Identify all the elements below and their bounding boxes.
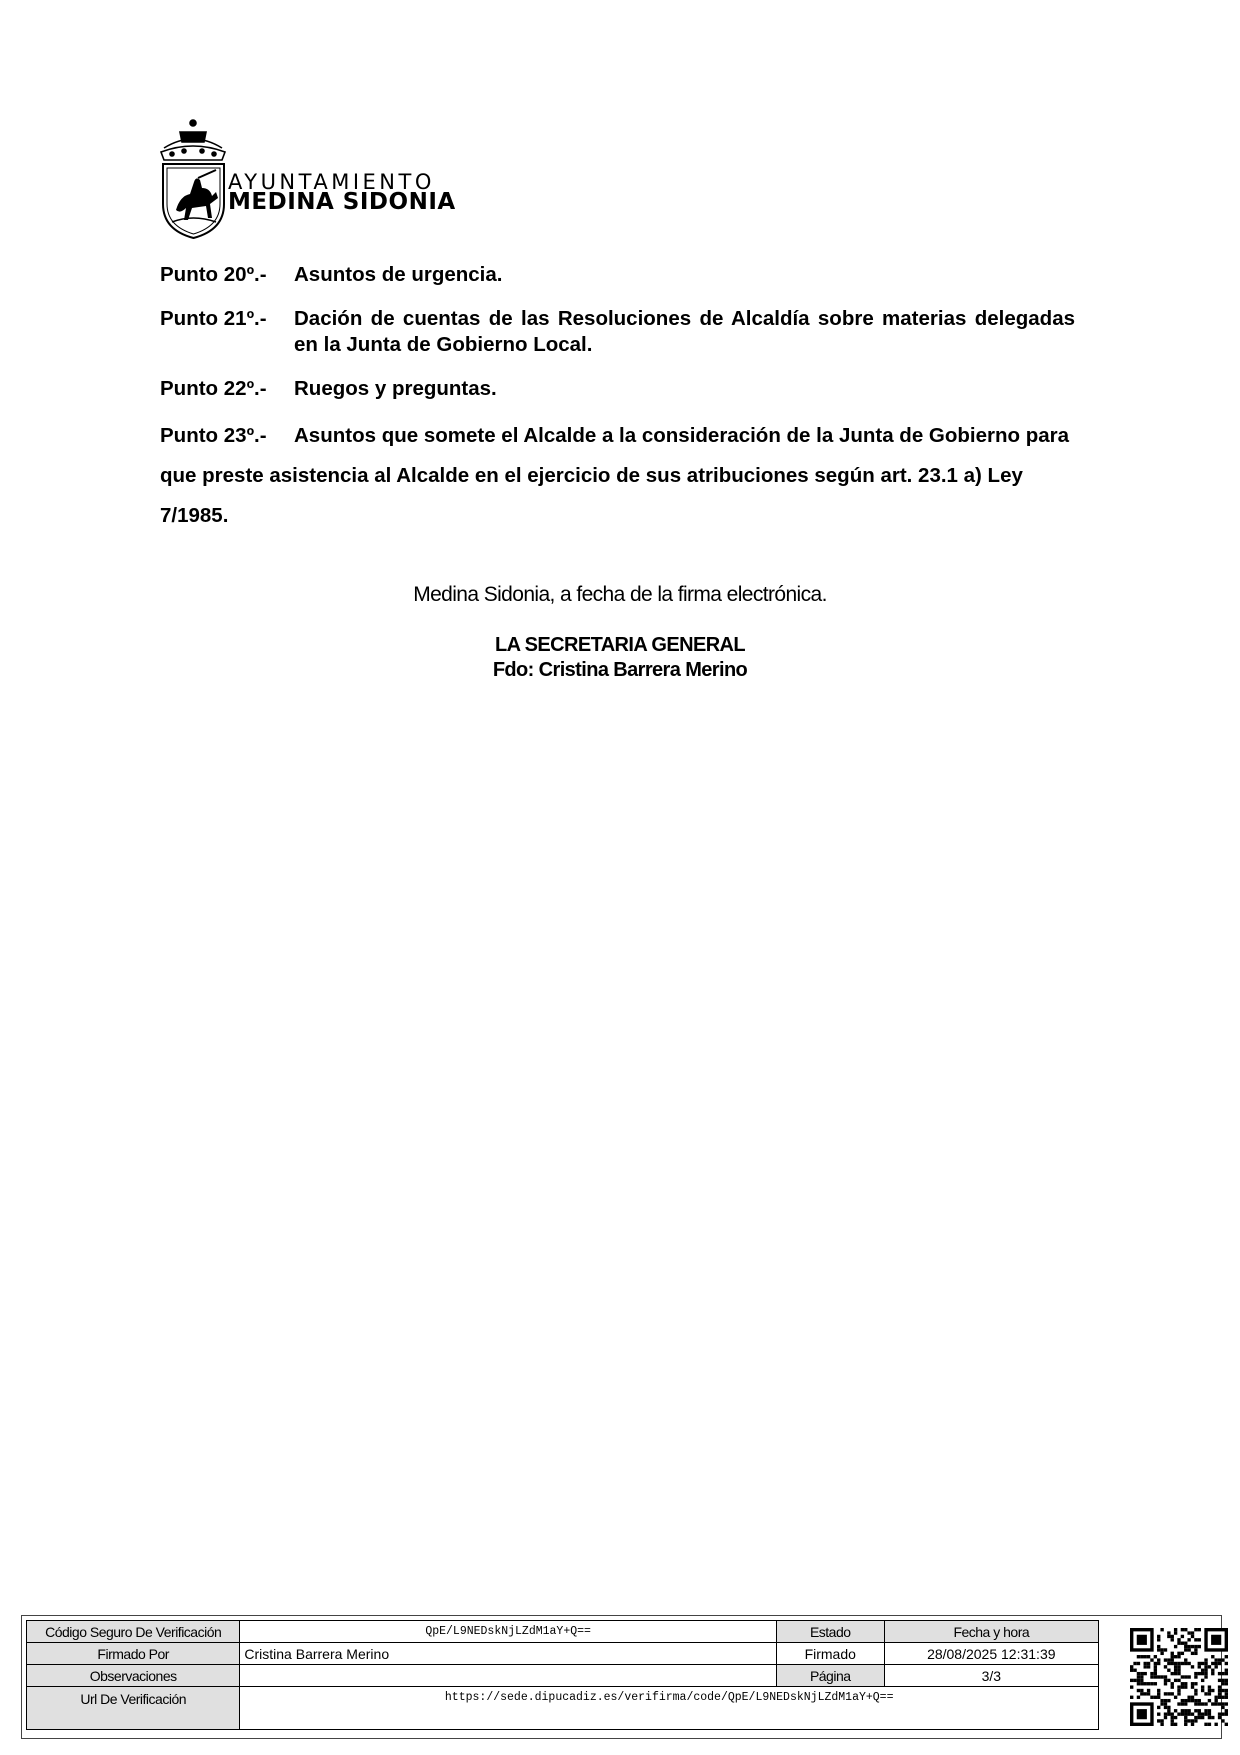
signer-role: LA SECRETARIA GENERAL [495,634,745,656]
page-label: Página [776,1665,884,1687]
agenda-item [160,416,1075,536]
url-label: Url De Verificación [27,1687,240,1730]
place-date-line: Medina Sidonia, a fecha de la firma electrónica. [413,583,827,606]
agenda-list [160,262,1075,554]
qr-code-icon [1130,1626,1228,1728]
datetime-label: Fecha y hora [884,1621,1098,1643]
agenda-item [160,306,1075,358]
verification-table [26,1620,1099,1730]
agenda-item-number: Punto 22º.- [160,377,267,400]
signer-name: Fdo: Cristina Barrera Merino [492,659,748,681]
agenda-item-number: Punto 23º.- [160,424,267,447]
agenda-item-number: Punto 20º.- [160,263,267,286]
observations-value [240,1665,777,1687]
agenda-item-text: Dación de cuentas de las Resoluciones de Alcaldía sobre materias delegadas en la Junta de Gobierno Local. [294,307,1075,356]
agenda-item-text: Ruegos y preguntas. [294,377,497,400]
datetime-value: 28/08/2025 12:31:39 [884,1643,1098,1665]
agenda-item-text: Asuntos de urgencia. [294,263,503,286]
agenda-item-number: Punto 21º.- [160,307,267,330]
logo-line-2: MEDINA SIDONIA [228,189,456,215]
logo-line-1: AYUNTAMIENTO [228,170,435,194]
agenda-item-text: Asuntos que somete el Alcalde a la consideración de la Junta de Gobierno para que preste asistencia al Alcalde en el ejercicio de sus atribuciones según art. 23.1 a) Ley 7/1985. [160,424,1070,527]
signed-by-value: Cristina Barrera Merino [240,1643,777,1665]
agenda-item [160,376,1075,402]
code-label: Código Seguro De Verificación [27,1621,240,1643]
verification-box [21,1615,1222,1739]
page-value: 3/3 [884,1665,1098,1687]
observations-label: Observaciones [27,1665,240,1687]
status-label: Estado [776,1621,884,1643]
signed-by-label: Firmado Por [27,1643,240,1665]
verification-code: QpE/L9NEDskNjLZdM1aY+Q== [240,1621,777,1643]
status-value: Firmado [776,1643,884,1665]
verification-url[interactable]: https://sede.dipucadiz.es/verifirma/code/QpE/L9NEDskNjLZdM1aY+Q== [240,1687,1099,1730]
agenda-item [160,262,1075,288]
